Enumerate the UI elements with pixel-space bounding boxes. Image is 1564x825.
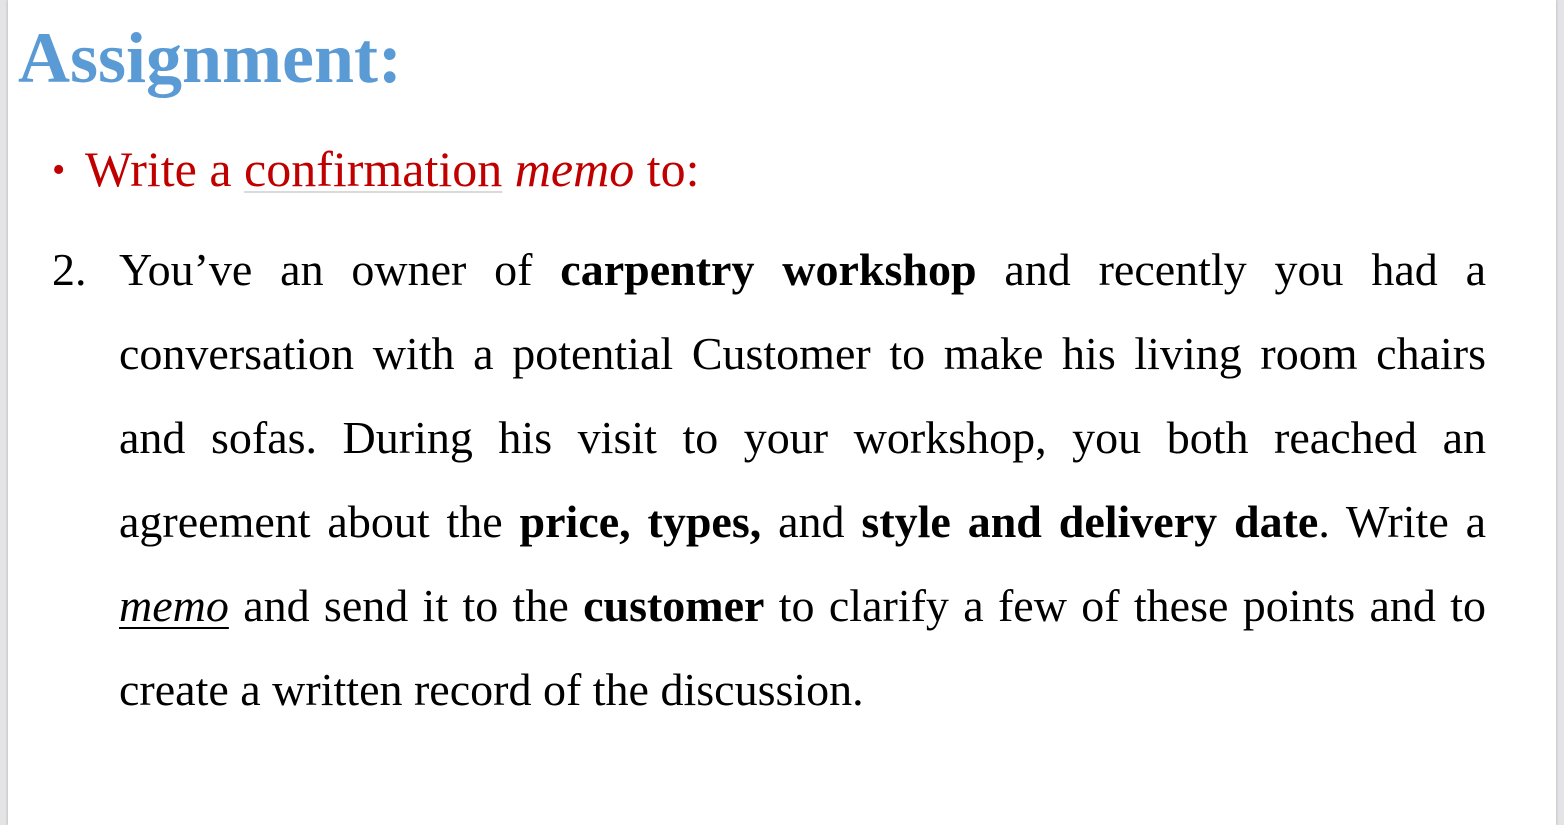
bullet-dot-icon: • (52, 149, 66, 191)
bold-price-types: price, types, (519, 496, 762, 547)
bold-style-delivery-date: style and delivery date (861, 496, 1319, 547)
paragraph-text-5: and send it to the (243, 580, 569, 631)
bullet-instruction (52, 138, 700, 201)
paragraph-text-6: to clarify a few of these points and to create a written record of the discussion. (119, 580, 1487, 715)
item-number: 2. (52, 244, 87, 295)
bullet-text-to: to: (646, 141, 700, 197)
paragraph-text-2: and recently you had a conversation with a potential Customer to make his living room chairs and sofas. During his visit to your workshop, you both reached an agreement about the (119, 244, 1486, 547)
bold-customer: customer (583, 580, 765, 631)
assignment-paragraph (119, 228, 1486, 732)
bullet-text-write: Write a (85, 141, 232, 197)
bold-carpentry-workshop: carpentry workshop (560, 244, 977, 295)
memo-underlined: memo (119, 580, 229, 631)
paragraph-text-4: . Write a (1318, 496, 1487, 547)
slide-title: Assignment: (18, 18, 403, 98)
bullet-text-confirmation: confirmation (244, 141, 503, 197)
bullet-text-memo: memo (514, 141, 635, 197)
paragraph-text-3: and (778, 496, 845, 547)
slide (8, 0, 1556, 825)
paragraph-text-1: You’ve an owner of (119, 244, 533, 295)
